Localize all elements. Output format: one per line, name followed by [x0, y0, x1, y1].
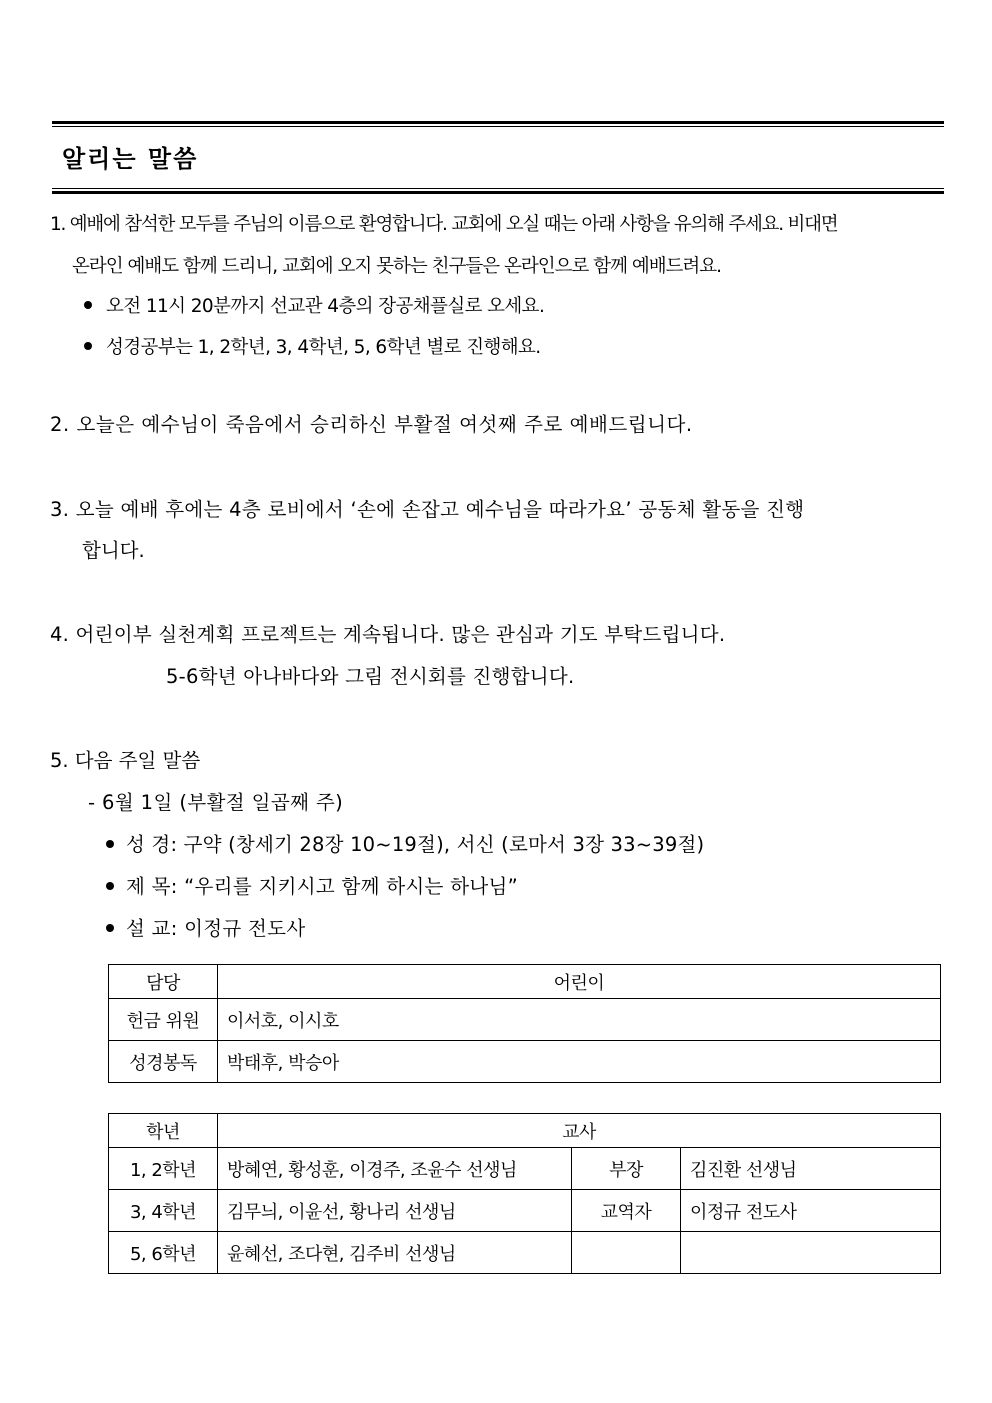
table-row: [109, 1190, 941, 1232]
teachers-cell: 윤혜선, 조다현, 김주비 선생님: [218, 1232, 572, 1274]
bullet-icon: [84, 301, 92, 309]
item-1-bullet-2: [84, 334, 541, 362]
role-name-cell: 이정규 전도사: [681, 1190, 941, 1232]
grade-cell: 1, 2학년: [109, 1148, 218, 1190]
item-3-line-1: 3. 오늘 예배 후에는 4층 로비에서 ‘손에 손잡고 예수님을 따라가요’ 공동체 활동을 진행: [50, 498, 805, 521]
bullet-icon: [84, 342, 92, 350]
role-cell: 부장: [572, 1148, 681, 1190]
header-cell: 교사: [218, 1114, 941, 1148]
names-cell: 이서호, 이시호: [218, 999, 941, 1041]
role-name-cell: 김진환 선생님: [681, 1148, 941, 1190]
next-week-preacher: [106, 915, 305, 943]
item-1-line-1: 1. 예배에 참석한 모두를 주님의 이름으로 환영합니다. 교회에 오실 때는 아래 사항을 유의해 주세요. 비대면: [50, 214, 838, 235]
role-cell: 성경봉독: [109, 1041, 218, 1083]
table-row: [109, 1232, 941, 1274]
item-3-line-2: 합니다.: [82, 539, 145, 562]
table-row: [109, 999, 941, 1041]
bullet-text: 제 목: “우리를 지키시고 함께 하시는 하나님”: [126, 875, 518, 898]
item-1-bullet-1: [84, 293, 544, 321]
bullet-icon: [106, 882, 114, 890]
bullet-text: 성경공부는 1, 2학년, 3, 4학년, 5, 6학년 별로 진행해요.: [106, 337, 541, 358]
header-cell: 학년: [109, 1114, 218, 1148]
role-name-cell: [681, 1232, 941, 1274]
next-week-sermon-title: [106, 873, 518, 901]
teachers-cell: 김무늬, 이윤선, 황나리 선생님: [218, 1190, 572, 1232]
top-rule-thin: [52, 126, 944, 127]
page-title: 알리는 말씀: [62, 145, 199, 173]
grade-cell: 3, 4학년: [109, 1190, 218, 1232]
item-4-line-1: 4. 어린이부 실천계획 프로젝트는 계속됩니다. 많은 관심과 기도 부탁드립니다.: [50, 623, 726, 646]
bullet-text: 성 경: 구약 (창세기 28장 10~19절), 서신 (로마서 3장 33~39절): [126, 833, 705, 856]
role-cell: [572, 1232, 681, 1274]
item-1-line-2: 온라인 예배도 함께 드리니, 교회에 오지 못하는 친구들은 온라인으로 함께 예배드려요.: [72, 256, 722, 277]
table-row: [109, 1041, 941, 1083]
grade-cell: 5, 6학년: [109, 1232, 218, 1274]
header-cell: 담당: [109, 965, 218, 999]
bullet-icon: [106, 924, 114, 932]
table-row: [109, 965, 941, 999]
item-2-line-1: 2. 오늘은 예수님이 죽음에서 승리하신 부활절 여섯째 주로 예배드립니다.: [50, 413, 693, 436]
item-4-line-2: 5-6학년 아나바다와 그림 전시회를 진행합니다.: [166, 665, 575, 688]
header-cell: 어린이: [218, 965, 941, 999]
role-cell: 헌금 위원: [109, 999, 218, 1041]
bullet-text: 오전 11시 20분까지 선교관 4층의 장공채플실로 오세요.: [106, 296, 545, 317]
bullet-icon: [106, 840, 114, 848]
item-5-line-1: 5. 다음 주일 말씀: [50, 749, 201, 772]
duty-table: [108, 964, 941, 1083]
bullet-text: 설 교: 이정규 전도사: [126, 917, 306, 940]
teachers-cell: 방혜연, 황성훈, 이경주, 조윤수 선생님: [218, 1148, 572, 1190]
next-week-date: - 6월 1일 (부활절 일곱째 주): [88, 791, 344, 814]
top-rule-thick: [52, 121, 944, 124]
next-week-scripture: [106, 831, 704, 859]
bottom-rule-thick: [52, 191, 944, 194]
table-row: [109, 1114, 941, 1148]
teacher-table: [108, 1113, 941, 1274]
names-cell: 박태후, 박승아: [218, 1041, 941, 1083]
bottom-rule-thin: [52, 188, 944, 189]
table-row: [109, 1148, 941, 1190]
role-cell: 교역자: [572, 1190, 681, 1232]
